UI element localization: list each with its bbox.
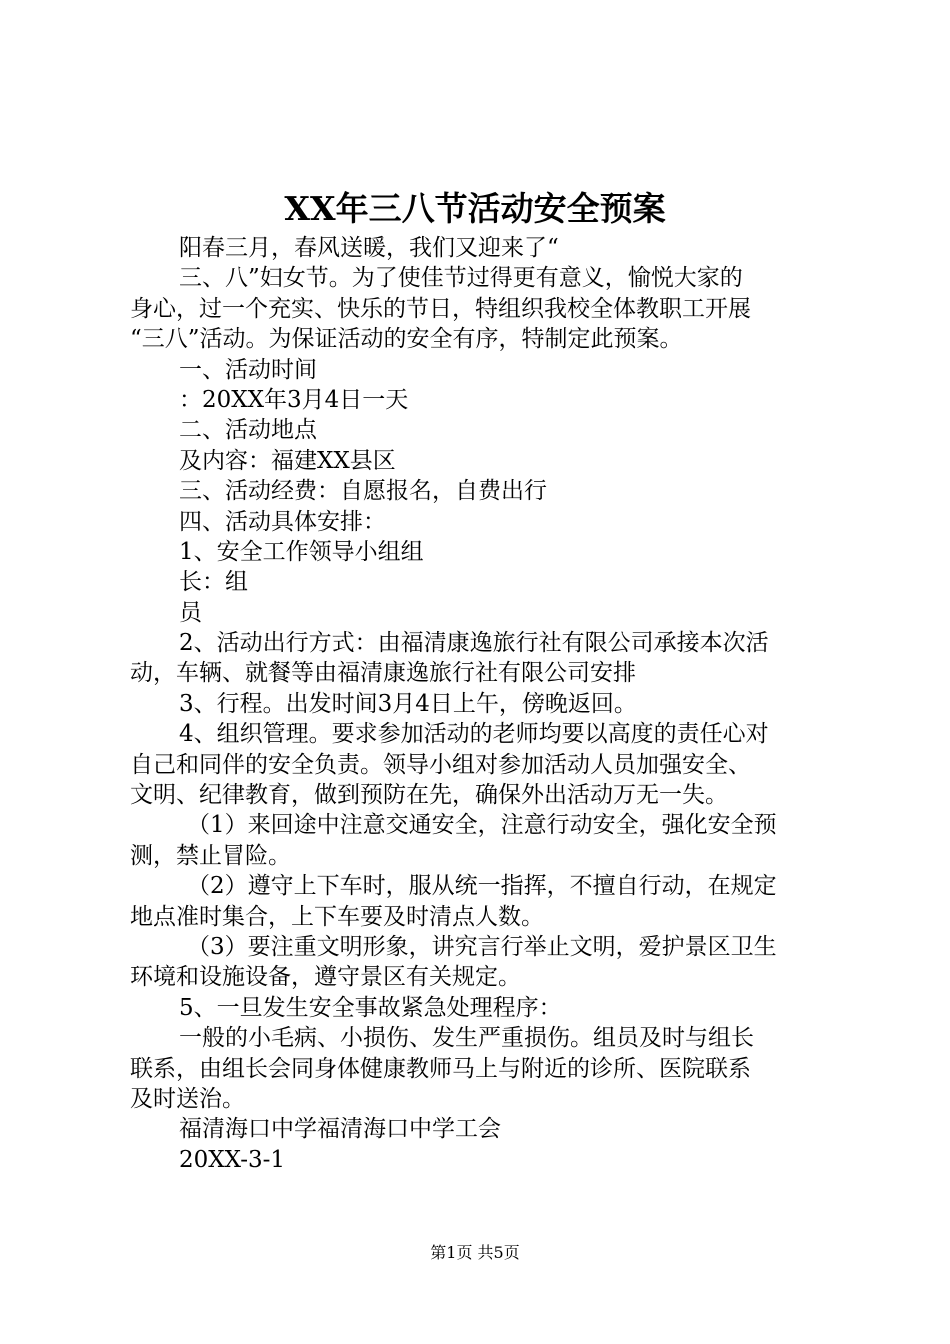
text-line: 三、八”妇女节。为了使佳节过得更有意义，愉悦大家的 bbox=[179, 265, 743, 292]
text-line: 地点准时集合，上下车要及时清点人数。 bbox=[130, 903, 544, 930]
text-line: 长：组 bbox=[179, 569, 248, 596]
text-line: ：20XX年3月4日一天 bbox=[179, 386, 409, 413]
text-line: 测，禁止冒险。 bbox=[130, 842, 291, 869]
text-line: 及内容：福建XX县区 bbox=[179, 447, 396, 474]
text-line: 文明、纪律教育，做到预防在先，确保外出活动万无一失。 bbox=[130, 782, 728, 809]
text-line: 联系，由组长会同身体健康教师马上与附近的诊所、医院联系 bbox=[130, 1055, 751, 1082]
text-line: 四、活动具体安排： bbox=[179, 508, 386, 535]
text-line: 一般的小毛病、小损伤、发生严重损伤。组员及时与组长 bbox=[179, 1025, 754, 1052]
page-footer: 第1页 共5页 bbox=[430, 1243, 520, 1262]
text-line: “三八”活动。为保证活动的安全有序，特制定此预案。 bbox=[130, 326, 683, 353]
text-line: （3）要注重文明形象，讲究言行举止文明，爱护景区卫生 bbox=[187, 933, 777, 960]
text-line: （1）来回途中注意交通安全，注意行动安全，强化安全预 bbox=[187, 812, 777, 839]
text-line: 自己和同伴的安全负责。领导小组对参加活动人员加强安全、 bbox=[130, 751, 751, 778]
text-line: 阳春三月，春风送暖，我们又迎来了“ bbox=[179, 235, 559, 261]
text-line: 福清海口中学福清海口中学工会 bbox=[179, 1116, 501, 1143]
text-line: 动，车辆、就餐等由福清康逸旅行社有限公司安排 bbox=[130, 660, 636, 687]
text-line: 1、安全工作领导小组组 bbox=[179, 538, 424, 565]
text-line: 员 bbox=[179, 599, 202, 626]
text-line: 及时送治。 bbox=[130, 1085, 245, 1112]
text-line: 4、组织管理。要求参加活动的老师均要以高度的责任心对 bbox=[179, 721, 769, 748]
text-line: 5、一旦发生安全事故紧急处理程序： bbox=[179, 994, 562, 1021]
text-line: 环境和设施设备，遵守景区有关规定。 bbox=[130, 964, 521, 991]
document-body bbox=[130, 233, 835, 1175]
text-line: 身心，过一个充实、快乐的节日，特组织我校全体教职工开展 bbox=[130, 295, 751, 322]
text-line: 20XX-3-1 bbox=[179, 1146, 286, 1173]
document-title: XX年三八节活动安全预案 bbox=[284, 189, 666, 228]
text-line: 二、活动地点 bbox=[179, 417, 317, 444]
text-line: 2、活动出行方式：由福清康逸旅行社有限公司承接本次活 bbox=[179, 630, 769, 657]
text-line: 一、活动时间 bbox=[179, 356, 317, 383]
text-line: 三、活动经费：自愿报名，自费出行 bbox=[179, 478, 547, 505]
text-line: （2）遵守上下车时，服从统一指挥，不擅自行动，在规定 bbox=[187, 873, 777, 900]
text-line: 3、行程。出发时间3月4日上午，傍晚返回。 bbox=[179, 690, 637, 717]
